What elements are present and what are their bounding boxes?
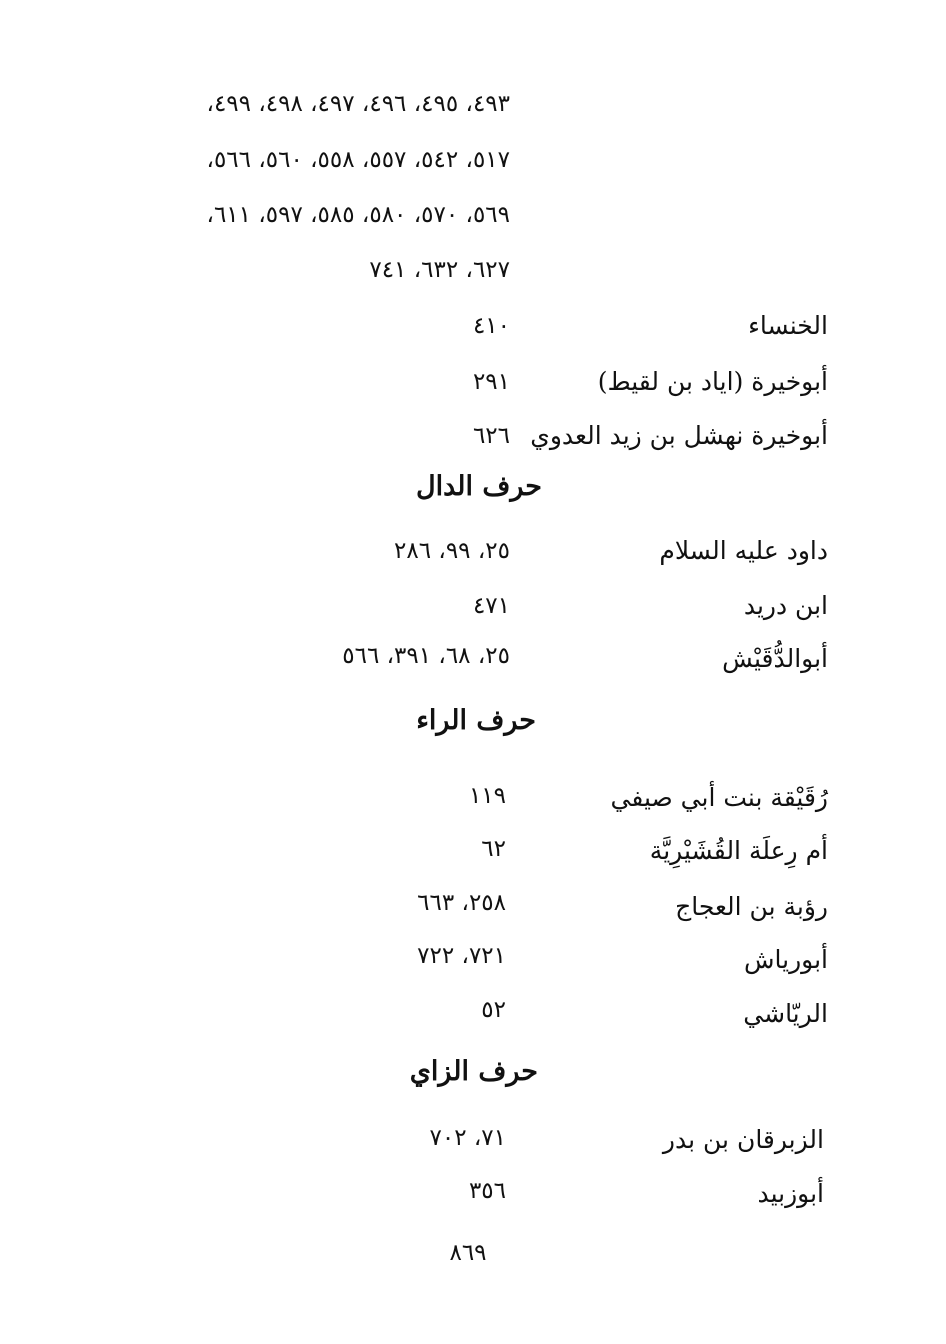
index-entry-name: أبوزبيد (757, 1179, 824, 1208)
index-entry-pages: ٢٥، ٦٨، ٣٩١، ٥٦٦ (342, 643, 510, 669)
page-number: ٨٦٩ (449, 1240, 487, 1266)
index-entry-pages: ٢٩١ (472, 369, 510, 395)
index-entry-pages: ٥٢ (481, 997, 506, 1023)
index-entry-pages: ٦٢ (481, 836, 506, 862)
section-heading-dal: حرف الدال (416, 471, 542, 502)
index-entry-name: أبوالدُّقَيْش (722, 644, 828, 673)
index-entry-name: ابن دريد (743, 591, 828, 620)
index-entry-pages: ٤١٠ (472, 313, 510, 339)
index-entry-name: رُقَيْقة بنت أبي صيفي (610, 783, 828, 812)
index-entry-pages: ٣٥٦ (468, 1178, 506, 1204)
index-entry-name: أبوخيرة (اياد بن لقيط) (597, 367, 828, 396)
index-entry-name: الريّاشي (743, 999, 828, 1028)
continued-page-numbers: ٥١٧، ٥٤٢، ٥٥٧، ٥٥٨، ٥٦٠، ٥٦٦، (206, 147, 510, 173)
section-heading-zay: حرف الزاي (409, 1056, 538, 1087)
index-entry-pages: ٧١، ٧٠٢ (429, 1125, 506, 1151)
continued-page-numbers: ٥٦٩، ٥٧٠، ٥٨٠، ٥٨٥، ٥٩٧، ٦١١، (206, 202, 510, 228)
index-entry-name: الخنساء (748, 311, 828, 340)
continued-page-numbers: ٤٩٣، ٤٩٥، ٤٩٦، ٤٩٧، ٤٩٨، ٤٩٩، (206, 91, 510, 117)
index-entry-name: الزبرقان بن بدر (662, 1125, 824, 1154)
index-entry-pages: ٧٢١، ٧٢٢ (417, 943, 506, 969)
index-entry-pages: ٢٥، ٩٩، ٢٨٦ (394, 538, 510, 564)
index-entry-name: أم رِعلَة القُشَيْرِيَّة (649, 836, 828, 865)
section-heading-ra: حرف الراء (416, 705, 536, 736)
index-entry-pages: ٢٥٨، ٦٦٣ (417, 890, 506, 916)
index-entry-name: أبورياش (744, 945, 828, 974)
index-entry-name: داود عليه السلام (659, 536, 828, 565)
index-entry-pages: ٤٧١ (472, 593, 510, 619)
index-entry-name: رؤبة بن العجاج (675, 892, 828, 921)
continued-page-numbers: ٦٢٧، ٦٣٢، ٧٤١ (369, 257, 510, 283)
index-entry-name: أبوخيرة نهشل بن زيد العدوي (530, 421, 828, 450)
index-entry-pages: ١١٩ (468, 783, 506, 809)
index-entry-pages: ٦٢٦ (472, 423, 510, 449)
